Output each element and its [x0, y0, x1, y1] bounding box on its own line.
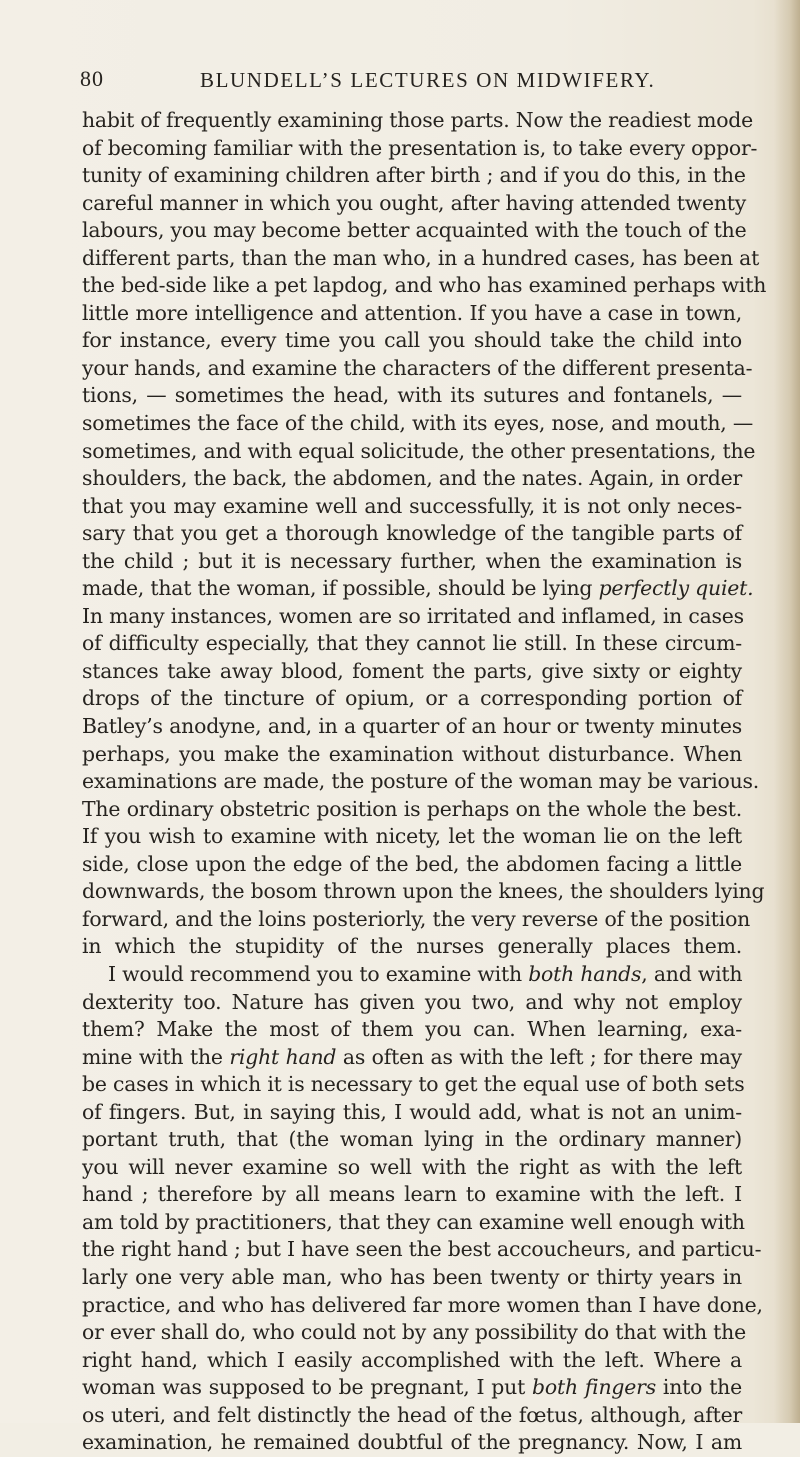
italic-text: perfectly quiet.	[598, 576, 754, 601]
text-line	[82, 1292, 763, 1320]
text-line	[82, 300, 742, 328]
text-line	[82, 245, 760, 273]
text-segment: right hand, which I easily accomplished with the left. Where a	[82, 1347, 742, 1372]
page-number: 80	[80, 66, 104, 91]
text-segment: as often as with the left ; for there may	[336, 1044, 742, 1069]
text-line	[82, 630, 742, 658]
text-line	[82, 327, 742, 355]
text-line	[82, 1071, 745, 1099]
italic-text: right hand	[229, 1044, 337, 1069]
text-segment: labours, you may become better acquainted with the touch of the	[82, 218, 747, 243]
text-segment: for instance, every time you call you should take the child into	[82, 328, 742, 353]
text-segment: If you wish to examine with nicety, let the woman lie on the left	[82, 824, 742, 849]
text-line	[82, 382, 742, 410]
text-segment: side, close upon the edge of the bed, the abdomen facing a little	[82, 851, 742, 876]
text-segment: practice, and who has delivered far more women than I have done,	[82, 1292, 763, 1317]
text-line	[82, 1319, 746, 1347]
text-line	[82, 520, 742, 548]
text-line	[82, 1126, 742, 1154]
text-line	[82, 162, 746, 190]
text-segment: different parts, than the man who, in a hundred cases, has been at	[82, 245, 760, 270]
text-segment: the child ; but it is necessary further, when the examination is	[82, 548, 742, 573]
text-segment: habit of frequently examining those parts. Now the readiest mode	[82, 108, 754, 132]
text-line	[82, 1236, 762, 1264]
text-line	[82, 190, 747, 218]
text-segment: , and with	[641, 961, 743, 986]
text-segment: little more intelligence and attention. If you have a case in town,	[82, 300, 742, 325]
text-segment: the bed-side like a pet lapdog, and who has examined perhaps with	[82, 273, 767, 298]
text-segment: examinations are made, the posture of the woman may be various.	[82, 769, 760, 794]
text-line	[82, 1347, 742, 1375]
text-line	[82, 575, 754, 603]
text-segment: or ever shall do, who could not by any possibility do that with the	[82, 1320, 746, 1345]
text-line	[82, 989, 742, 1017]
text-line	[82, 796, 742, 824]
text-segment: into the	[655, 1375, 742, 1400]
text-line	[82, 961, 742, 989]
text-line	[82, 1016, 742, 1044]
text-line	[82, 713, 742, 741]
text-line	[82, 823, 742, 851]
text-segment: in which the stupidity of the nurses generally places them.	[82, 934, 742, 959]
text-segment: perhaps, you make the examination without disturbance. When	[82, 741, 742, 766]
text-segment: larly one very able man, who has been twenty or thirty years in	[82, 1264, 742, 1289]
text-segment: tions, — sometimes the head, with its sutures and fontanels, —	[82, 383, 742, 408]
text-segment: sometimes the face of the child, with its eyes, nose, and mouth, —	[82, 411, 754, 436]
text-segment: am told by practitioners, that they can examine well enough with	[82, 1209, 745, 1234]
running-head: BLUNDELL’S LECTURES ON MIDWIFERY.	[200, 68, 656, 92]
text-line	[82, 603, 742, 631]
text-segment: tunity of examining children after birth ; and if you do this, in the	[82, 163, 746, 188]
text-line	[82, 1154, 742, 1182]
text-segment: be cases in which it is necessary to get the equal use of both sets	[82, 1072, 745, 1097]
text-line	[82, 933, 742, 961]
text-line	[82, 465, 742, 493]
page-header	[60, 66, 760, 96]
text-line	[82, 493, 742, 521]
text-segment: sary that you get a thorough knowledge of the tangible parts of	[82, 521, 742, 546]
text-line	[82, 685, 742, 713]
text-segment: sometimes, and with equal solicitude, the other presentations, the	[82, 438, 756, 463]
text-line	[82, 1181, 742, 1209]
text-segment: your hands, and examine the characters of the different presenta-	[82, 355, 753, 380]
text-line	[82, 741, 742, 769]
text-segment: of difficulty especially, that they cannot lie still. In these circum-	[82, 631, 742, 656]
italic-text: both fingers	[532, 1375, 656, 1400]
text-line	[82, 1044, 742, 1072]
text-segment: examination, he remained doubtful of the pregnancy. Now, I am	[82, 1430, 742, 1455]
text-line	[82, 878, 765, 906]
text-segment: I would recommend you to examine with	[108, 961, 529, 986]
text-line	[82, 906, 751, 934]
text-line	[82, 1099, 742, 1127]
text-line	[82, 135, 758, 163]
text-line	[82, 410, 754, 438]
text-segment: portant truth, that (the woman lying in the ordinary manner)	[82, 1127, 742, 1152]
text-line	[82, 438, 756, 466]
text-line	[82, 107, 754, 135]
text-segment: mine with the	[82, 1044, 230, 1069]
text-line	[82, 658, 742, 686]
text-segment: of fingers. But, in saying this, I would add, what is not an unim-	[82, 1099, 742, 1124]
text-segment: made, that the woman, if possible, should be lying	[82, 576, 599, 601]
text-segment: dexterity too. Nature has given you two, and why not employ	[82, 989, 742, 1014]
text-line	[82, 1402, 742, 1430]
italic-text: both hands	[528, 961, 642, 986]
text-segment: careful manner in which you ought, after having attended twenty	[82, 190, 747, 215]
text-line	[82, 851, 742, 879]
text-segment: shoulders, the back, the abdomen, and the nates. Again, in order	[82, 466, 743, 491]
text-segment: os uteri, and felt distinctly the head of the fœtus, although, after	[82, 1402, 742, 1427]
text-segment: the right hand ; but I have seen the best accoucheurs, and particu-	[82, 1237, 762, 1262]
text-line	[82, 768, 760, 796]
text-segment: The ordinary obstetric position is perhaps on the whole the best.	[82, 796, 742, 821]
text-line	[82, 355, 753, 383]
body-text	[82, 107, 767, 1457]
text-segment: woman was supposed to be pregnant, I put	[82, 1375, 533, 1400]
text-line	[82, 1209, 745, 1237]
text-segment: that you may examine well and successfully, it is not only neces-	[82, 493, 742, 518]
text-segment: forward, and the loins posteriorly, the very reverse of the position	[82, 906, 751, 931]
text-segment: stances take away blood, foment the parts, give sixty or eighty	[82, 658, 742, 683]
page-edge-shadow	[774, 0, 800, 1423]
text-line	[82, 217, 747, 245]
text-segment: them? Make the most of them you can. When learning, exa-	[82, 1017, 742, 1042]
text-line	[82, 1374, 742, 1402]
text-segment: drops of the tincture of opium, or a corresponding portion of	[82, 686, 742, 711]
text-segment: you will never examine so well with the right as with the left	[82, 1154, 742, 1179]
text-segment: In many instances, women are so irritated and inflamed, in cases	[82, 603, 744, 628]
text-segment: hand ; therefore by all means learn to examine with the left. I	[82, 1182, 742, 1207]
text-line	[82, 1264, 742, 1292]
text-segment: of becoming familiar with the presentation is, to take every oppor-	[82, 135, 758, 160]
text-segment: Batley’s anodyne, and, in a quarter of an hour or twenty minutes	[82, 714, 742, 739]
text-line	[82, 272, 767, 300]
text-line	[82, 1429, 742, 1457]
text-segment: downwards, the bosom thrown upon the knees, the shoulders lying	[82, 879, 765, 904]
text-line	[82, 548, 742, 576]
